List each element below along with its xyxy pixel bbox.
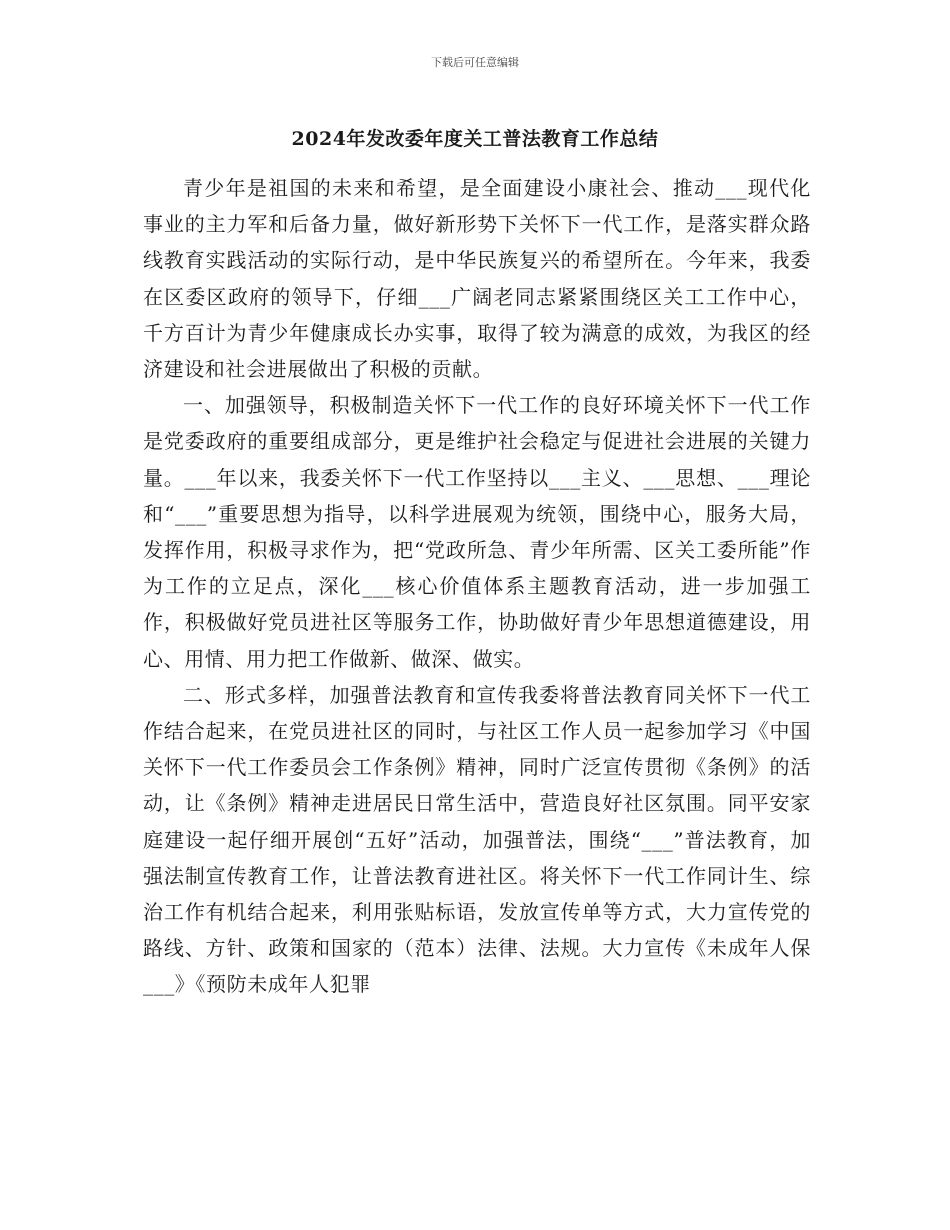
document-body (143, 170, 811, 1003)
document-title: 2024年发改委年度关工普法教育工作总结 (291, 128, 659, 150)
header-note: 下载后可任意编辑 (431, 56, 519, 69)
paragraph-section-two: 二、形式多样，加强普法教育和宣传我委将普法教育同关怀下一代工作结合起来，在党员进社区的同时，与社区工作人员一起参加学习《中国关怀下一代工作委员会工作条例》精神，同时广泛宣传贯彻《条例》的活动，让《条例》精神走进居民日常生活中，营造良好社区氛围。同平安家庭建设一起仔细开展创“五好”活动，加强普法，围绕“___”普法教育，加强法制宣传教育工作，让普法教育进社区。将关怀下一代工作同计生、综治工作有机结合起来，利用张贴标语，发放宣传单等方式，大力宣传党的路线、方针、政策和国家的（范本）法律、法规。大力宣传《未成年人保___》《预防未成年人犯罪 (143, 682, 811, 997)
paragraph-intro: 青少年是祖国的未来和希望，是全面建设小康社会、推动___现代化事业的主力军和后备力量，做好新形势下关怀下一代工作，是落实群众路线教育实践活动的实际行动，是中华民族复兴的希望所在。今年来，我委在区委区政府的领导下，仔细___广阔老同志紧紧围绕区关工工作中心，千方百计为青少年健康成长办实事，取得了较为满意的成效，为我区的经济建设和社会进展做出了积极的贡献。 (143, 176, 811, 382)
paragraph-section-one: 一、加强领导，积极制造关怀下一代工作的良好环境关怀下一代工作是党委政府的重要组成部分，更是维护社会稳定与促进社会进展的关键力量。___年以来，我委关怀下一代工作坚持以___主义、___思想、___理论和“___”重要思想为指导，以科学进展观为统领，围绕中心，服务大局，发挥作用，积极寻求作为，把“党政所急、青少年所需、区关工委所能”作为工作的立足点，深化___核心价值体系主题教育活动，进一步加强工作，积极做好党员进社区等服务工作，协助做好青少年思想道德建设，用心、用情、用力把工作做新、做深、做实。 (143, 393, 811, 671)
